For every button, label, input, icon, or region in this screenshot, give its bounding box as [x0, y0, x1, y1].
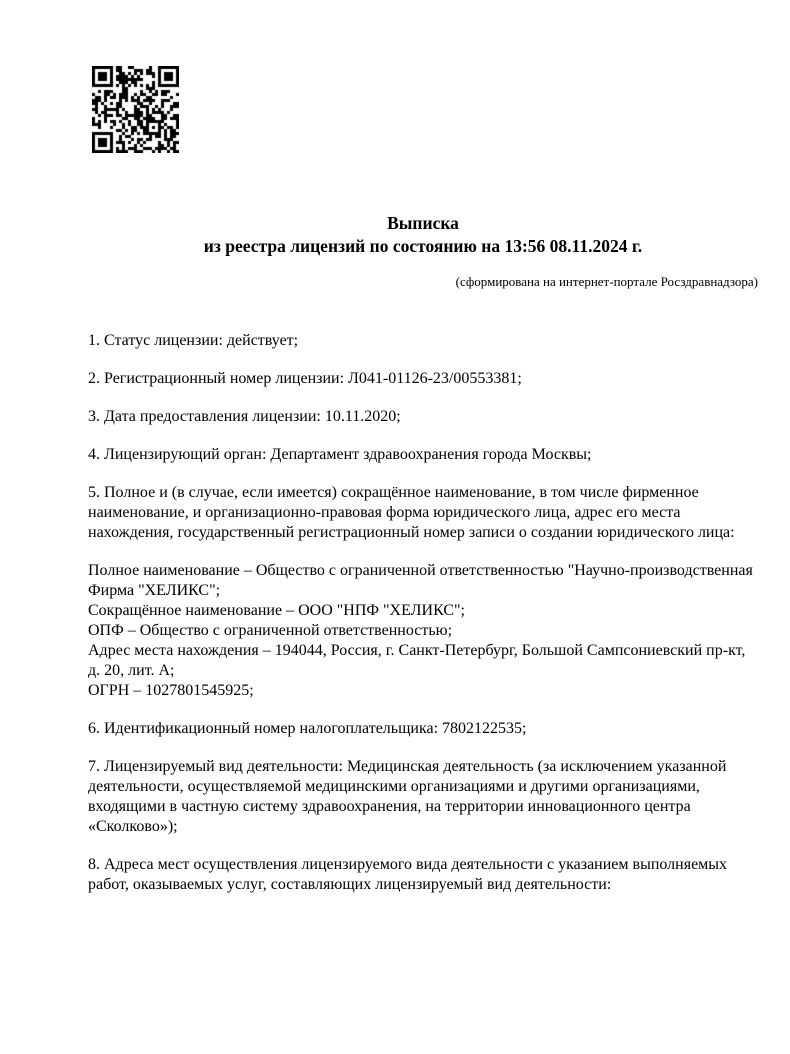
item-3-grant-date: 3. Дата предоставления лицензии: 10.11.2020; — [88, 408, 401, 425]
qr-code — [92, 66, 179, 153]
org-short-name: Сокращённое наименование – ООО "НПФ "ХЕЛИКС"; — [88, 602, 465, 619]
qr-code-image — [92, 66, 179, 153]
org-legal-form: ОПФ – Общество с ограниченной ответственностью; — [88, 622, 453, 639]
organization-details — [88, 561, 758, 701]
document-title — [88, 212, 758, 258]
document-title-line1: Выписка — [387, 213, 459, 233]
item-6-taxpayer-number: 6. Идентификационный номер налогоплательщика: 7802122535; — [88, 720, 527, 737]
formed-note: (сформирована на интернет-портале Росздравнадзора) — [455, 274, 758, 289]
document-title-line2: из реестра лицензий по состоянию на 13:56 08.11.2024 г. — [203, 236, 643, 256]
item-4-licensing-authority: 4. Лицензирующий орган: Департамент здравоохранения города Москвы; — [88, 446, 592, 463]
item-7-licensed-activity: 7. Лицензируемый вид деятельности: Медицинская деятельность (за исключением указанной деятельности, осуществляемой медицинскими организациями и другими организациями, входящими в частную систему здравоохранения, на территории инновационного центра «Сколково»); — [88, 758, 727, 835]
item-8-addresses-intro: 8. Адреса мест осуществления лицензируемого вида деятельности с указанием выполняемых работ, оказываемых услуг, составляющих лицензируемый вид деятельности: — [88, 856, 728, 893]
item-1-license-status: 1. Статус лицензии: действует; — [88, 332, 299, 349]
org-full-name: Полное наименование – Общество с ограниченной ответственностью "Научно-производственная Фирма "ХЕЛИКС"; — [88, 562, 753, 599]
org-address: Адрес места нахождения – 194044, Россия, г. Санкт-Петербург, Большой Сампсониевский пр-кт, д. 20, лит. А; — [88, 642, 746, 679]
item-5-organization-intro: 5. Полное и (в случае, если имеется) сокращённое наименование, в том числе фирменное наименование, и организационно-правовая форма юридического лица, адрес его места нахождения, государственный регистрационный номер записи о создании юридического лица: — [88, 484, 735, 541]
document-body — [88, 331, 758, 913]
org-ogrn: ОГРН – 1027801545925; — [88, 682, 254, 699]
item-2-registration-number: 2. Регистрационный номер лицензии: Л041-01126-23/00553381; — [88, 370, 522, 387]
